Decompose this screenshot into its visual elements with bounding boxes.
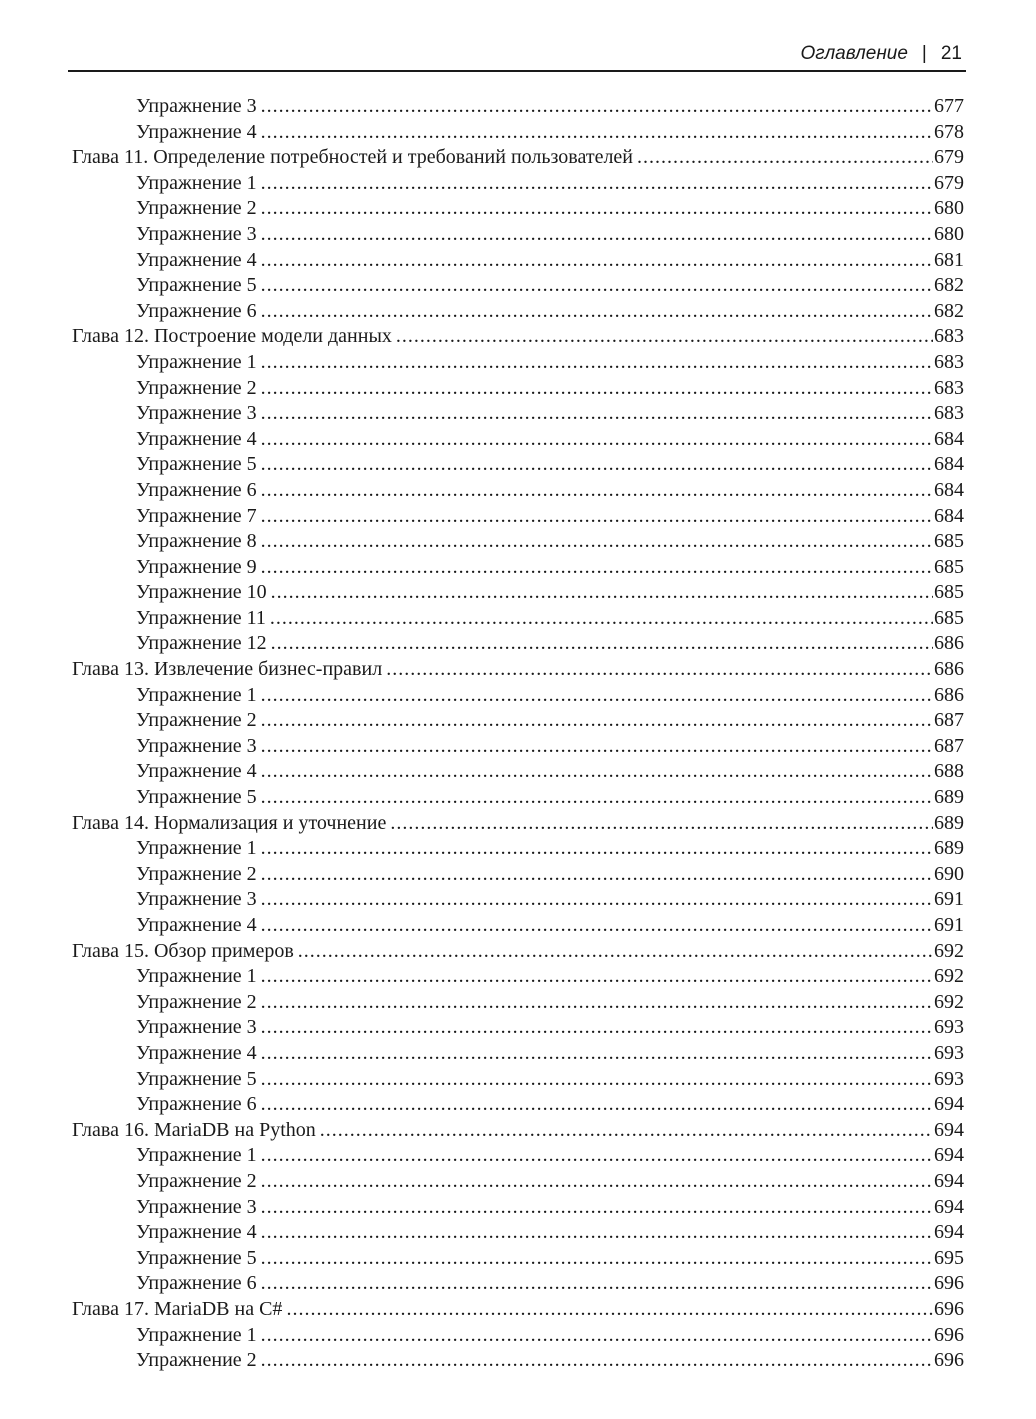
toc-dot-leader: [261, 196, 933, 222]
toc-dot-leader: [261, 1323, 933, 1349]
toc-dot-leader: [637, 145, 933, 171]
toc-entry-page: 685: [934, 530, 964, 553]
toc-dot-leader: [261, 990, 933, 1016]
toc-entry-page: 696: [934, 1272, 964, 1295]
toc-entry-label: Упражнение 2: [136, 862, 257, 885]
toc-entry-label: Упражнение 4: [136, 1221, 257, 1244]
toc-entry-label: Упражнение 4: [136, 248, 257, 271]
toc-dot-leader: [261, 1348, 933, 1374]
toc-entry-page: 687: [934, 734, 964, 757]
toc-entry-label: Упражнение 4: [136, 427, 257, 450]
toc-entry-page: 694: [934, 1093, 964, 1116]
toc-entry-page: 689: [934, 811, 964, 834]
toc-entry-label: Упражнение 10: [136, 581, 267, 604]
toc-dot-leader: [261, 964, 933, 990]
toc-entry-page: 686: [934, 658, 964, 681]
toc-entry-label: Упражнение 5: [136, 274, 257, 297]
toc-dot-leader: [261, 452, 933, 478]
toc-exercise-entry: [72, 1220, 964, 1246]
toc-entry-page: 684: [934, 427, 964, 450]
toc-dot-leader: [261, 836, 933, 862]
toc-entry-page: 694: [934, 1144, 964, 1167]
toc-exercise-entry: [72, 452, 964, 478]
toc-exercise-entry: [72, 171, 964, 197]
toc-entry-page: 685: [934, 581, 964, 604]
toc-exercise-entry: [72, 631, 964, 657]
toc-exercise-entry: [72, 862, 964, 888]
toc-exercise-entry: [72, 887, 964, 913]
toc-dot-leader: [261, 120, 933, 146]
toc-entry-label: Упражнение 1: [136, 837, 257, 860]
running-head-title: Оглавление: [800, 43, 908, 64]
toc-dot-leader: [261, 913, 933, 939]
toc-entry-label: Упражнение 1: [136, 1144, 257, 1167]
toc-exercise-entry: [72, 759, 964, 785]
toc-entry-page: 690: [934, 862, 964, 885]
toc-entry-page: 694: [934, 1195, 964, 1218]
toc-exercise-entry: [72, 401, 964, 427]
toc-exercise-entry: [72, 1092, 964, 1118]
toc-exercise-entry: [72, 504, 964, 530]
toc-entry-label: Глава 17. MariaDB на C#: [72, 1297, 283, 1320]
toc-dot-leader: [261, 222, 933, 248]
toc-entry-page: 679: [934, 171, 964, 194]
toc-exercise-entry: [72, 836, 964, 862]
toc-exercise-entry: [72, 1067, 964, 1093]
toc-entry-page: 689: [934, 786, 964, 809]
toc-dot-leader: [261, 529, 933, 555]
toc-entry-page: 692: [934, 965, 964, 988]
toc-entry-label: Упражнение 2: [136, 1349, 257, 1372]
toc-entry-page: 696: [934, 1297, 964, 1320]
toc-exercise-entry: [72, 990, 964, 1016]
toc-entry-page: 693: [934, 1041, 964, 1064]
toc-entry-page: 677: [934, 95, 964, 117]
toc-dot-leader: [261, 94, 933, 120]
toc-entry-label: Упражнение 3: [136, 888, 257, 911]
toc-entry-page: 684: [934, 504, 964, 527]
toc-dot-leader: [261, 862, 933, 888]
toc-entry-label: Упражнение 2: [136, 990, 257, 1013]
toc-dot-leader: [261, 785, 933, 811]
toc-entry-label: Упражнение 9: [136, 555, 257, 578]
toc-exercise-entry: [72, 376, 964, 402]
toc-entry-page: 682: [934, 299, 964, 322]
toc-entry-label: Упражнение 1: [136, 683, 257, 706]
toc-dot-leader: [261, 734, 933, 760]
toc-entry-label: Упражнение 5: [136, 786, 257, 809]
toc-entry-page: 686: [934, 683, 964, 706]
toc-dot-leader: [261, 1271, 933, 1297]
toc-entry-label: Упражнение 6: [136, 1093, 257, 1116]
toc-dot-leader: [261, 427, 933, 453]
toc-entry-label: Упражнение 4: [136, 914, 257, 936]
toc-exercise-entry: [72, 785, 964, 811]
toc-entry-label: Глава 16. MariaDB на Python: [72, 1118, 316, 1141]
toc-exercise-entry: [72, 478, 964, 504]
toc-entry-page: 694: [934, 1169, 964, 1192]
toc-entry-label: Глава 15. Обзор примеров: [72, 939, 294, 962]
toc-entry-label: Упражнение 8: [136, 530, 257, 553]
toc-chapter-entry: [72, 324, 964, 350]
toc-dot-leader: [261, 1092, 933, 1118]
toc-entry-label: Упражнение 1: [136, 1323, 257, 1346]
toc-entry-label: Упражнение 2: [136, 709, 257, 732]
toc-entry-page: 693: [934, 1016, 964, 1039]
toc-exercise-entry: [72, 120, 964, 146]
toc-exercise-entry: [72, 606, 964, 632]
toc-entry-page: 680: [934, 197, 964, 220]
toc-entry-label: Упражнение 3: [136, 402, 257, 425]
toc-dot-leader: [261, 478, 933, 504]
toc-entry-page: 686: [934, 632, 964, 655]
toc-entry-page: 678: [934, 120, 964, 143]
toc-dot-leader: [261, 248, 933, 274]
toc-entry-page: 688: [934, 760, 964, 783]
toc-entry-page: 683: [934, 376, 964, 399]
page-number: 21: [940, 43, 962, 64]
toc-dot-leader: [271, 631, 933, 657]
toc-entry-page: 682: [934, 274, 964, 297]
toc-exercise-entry: [72, 1169, 964, 1195]
toc-dot-leader: [261, 1041, 933, 1067]
toc-entry-label: Упражнение 6: [136, 1272, 257, 1295]
toc-entry-label: Упражнение 1: [136, 350, 257, 373]
toc-dot-leader: [261, 1169, 933, 1195]
toc-dot-leader: [261, 1067, 933, 1093]
toc-chapter-entry: [72, 657, 964, 683]
toc-dot-leader: [320, 1118, 933, 1144]
toc-entry-label: Глава 14. Нормализация и уточнение: [72, 811, 387, 834]
toc-exercise-entry: [72, 734, 964, 760]
toc-dot-leader: [261, 299, 933, 325]
toc-exercise-entry: [72, 529, 964, 555]
toc-dot-leader: [261, 1195, 933, 1221]
toc-entry-label: Глава 12. Построение модели данных: [72, 325, 392, 348]
toc-entry-label: Упражнение 4: [136, 1041, 257, 1064]
toc-exercise-entry: [72, 1195, 964, 1221]
toc-chapter-entry: [72, 1118, 964, 1144]
running-head-separator: |: [921, 43, 927, 64]
toc-entry-label: Упражнение 4: [136, 120, 257, 143]
toc-entry-page: 683: [934, 402, 964, 425]
toc-entry-label: Упражнение 3: [136, 222, 257, 245]
toc-entry-label: Упражнение 3: [136, 1195, 257, 1218]
toc-chapter-entry: [72, 811, 964, 837]
toc-entry-label: Упражнение 12: [136, 632, 267, 655]
toc-dot-leader: [390, 811, 933, 837]
toc-dot-leader: [261, 683, 933, 709]
toc-entry-page: 694: [934, 1221, 964, 1244]
toc-dot-leader: [261, 171, 933, 197]
toc-chapter-entry: [72, 145, 964, 171]
toc-entry-page: 692: [934, 939, 964, 962]
toc-entry-page: 695: [934, 1246, 964, 1269]
toc-exercise-entry: [72, 1271, 964, 1297]
toc-exercise-entry: [72, 1323, 964, 1349]
toc-dot-leader: [261, 708, 933, 734]
toc-exercise-entry: [72, 350, 964, 376]
toc-dot-leader: [261, 273, 933, 299]
toc-entry-label: Упражнение 7: [136, 504, 257, 527]
toc-dot-leader: [261, 1220, 933, 1246]
toc-exercise-entry: [72, 299, 964, 325]
toc-entry-label: Упражнение 5: [136, 453, 257, 476]
toc-entry-label: Глава 11. Определение потребностей и требований пользователей: [72, 146, 634, 169]
toc-entry-label: Упражнение 1: [136, 965, 257, 988]
toc-exercise-entry: [72, 1143, 964, 1169]
toc-exercise-entry: [72, 1015, 964, 1041]
toc-entry-page: 692: [934, 990, 964, 1013]
toc-dot-leader: [261, 887, 933, 913]
toc-entry-label: Упражнение 3: [136, 95, 257, 117]
toc-entry-page: 696: [934, 1323, 964, 1346]
toc-entry-label: Упражнение 2: [136, 376, 257, 399]
toc-dot-leader: [386, 657, 933, 683]
toc-exercise-entry: [72, 964, 964, 990]
toc-exercise-entry: [72, 580, 964, 606]
toc-entry-page: 679: [934, 146, 964, 169]
toc-entry-page: 680: [934, 222, 964, 245]
toc-entry-label: Упражнение 3: [136, 734, 257, 757]
toc-dot-leader: [271, 580, 933, 606]
toc-exercise-entry: [72, 427, 964, 453]
toc-entry-page: 693: [934, 1067, 964, 1090]
page-header: [68, 40, 966, 72]
toc-entry-page: 689: [934, 837, 964, 860]
toc-exercise-entry: [72, 1041, 964, 1067]
table-of-contents: [72, 94, 964, 1374]
toc-entry-page: 684: [934, 478, 964, 501]
toc-entry-page: 681: [934, 248, 964, 271]
toc-entry-page: 684: [934, 453, 964, 476]
toc-entry-label: Упражнение 2: [136, 197, 257, 220]
toc-chapter-entry: [72, 1297, 964, 1323]
toc-exercise-entry: [72, 708, 964, 734]
toc-entry-label: Упражнение 5: [136, 1246, 257, 1269]
toc-entry-label: Упражнение 3: [136, 1016, 257, 1039]
toc-dot-leader: [286, 1297, 933, 1323]
toc-dot-leader: [261, 759, 933, 785]
toc-entry-label: Упражнение 11: [136, 606, 266, 629]
toc-entry-page: 687: [934, 709, 964, 732]
toc-dot-leader: [261, 401, 933, 427]
toc-entry-label: Упражнение 6: [136, 299, 257, 322]
toc-dot-leader: [396, 324, 933, 350]
toc-exercise-entry: [72, 555, 964, 581]
toc-entry-label: Упражнение 6: [136, 478, 257, 501]
toc-dot-leader: [261, 1143, 933, 1169]
toc-exercise-entry: [72, 1246, 964, 1272]
toc-dot-leader: [261, 555, 933, 581]
toc-entry-page: 685: [934, 606, 964, 629]
toc-chapter-entry: [72, 939, 964, 965]
toc-dot-leader: [261, 376, 933, 402]
toc-entry-page: 696: [934, 1349, 964, 1372]
toc-dot-leader: [298, 939, 933, 965]
toc-exercise-entry: [72, 913, 964, 939]
toc-exercise-entry: [72, 94, 964, 120]
toc-exercise-entry: [72, 222, 964, 248]
toc-exercise-entry: [72, 273, 964, 299]
toc-entry-label: Упражнение 1: [136, 171, 257, 194]
toc-entry-page: 683: [934, 325, 964, 348]
toc-dot-leader: [261, 1015, 933, 1041]
toc-entry-label: Глава 13. Извлечение бизнес-правил: [72, 658, 383, 681]
toc-exercise-entry: [72, 683, 964, 709]
toc-entry-page: 691: [934, 914, 964, 936]
toc-entry-page: 683: [934, 350, 964, 373]
toc-dot-leader: [261, 504, 933, 530]
toc-entry-label: Упражнение 4: [136, 760, 257, 783]
toc-exercise-entry: [72, 1348, 964, 1374]
toc-exercise-entry: [72, 196, 964, 222]
toc-entry-page: 685: [934, 555, 964, 578]
running-head: [801, 43, 962, 65]
toc-dot-leader: [261, 1246, 933, 1272]
toc-entry-page: 691: [934, 888, 964, 911]
toc-entry-label: Упражнение 5: [136, 1067, 257, 1090]
toc-dot-leader: [270, 606, 933, 632]
toc-entry-page: 694: [934, 1118, 964, 1141]
toc-dot-leader: [261, 350, 933, 376]
toc-exercise-entry: [72, 248, 964, 274]
toc-entry-label: Упражнение 2: [136, 1169, 257, 1192]
